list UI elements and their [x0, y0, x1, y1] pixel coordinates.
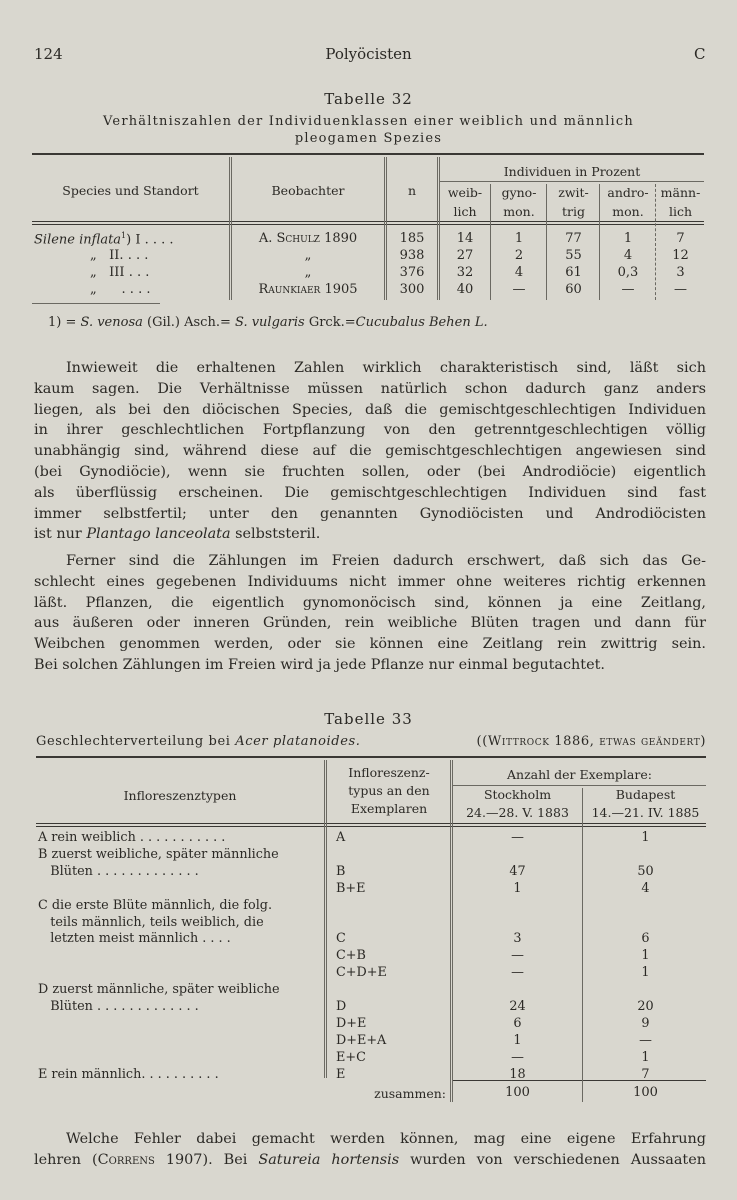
- table33-total-label: zusammen:: [374, 1086, 446, 1101]
- table33-caption: Tabelle 33: [324, 710, 413, 728]
- table33-type-label: letzten meist männlich . . . .: [38, 931, 231, 947]
- table32-value-cell: 1: [514, 231, 524, 246]
- table32-value-cell: 40: [456, 282, 474, 297]
- table33-typus-cell: E: [336, 1066, 346, 1082]
- table32-species-cell: Silene inflata$^1$) I . . . .: [34, 231, 174, 248]
- table32-subcol: andro- mon.: [607, 185, 649, 219]
- paragraph-2: [34, 551, 706, 676]
- table33-typus-cell: C+D+E: [336, 965, 387, 981]
- table32-subcol: gyno- mon.: [501, 185, 537, 219]
- table32-divider: [546, 184, 547, 300]
- table33-stockholm-cell: 47: [509, 863, 526, 879]
- table32-observer-cell: Raunkiaer 1905: [258, 282, 358, 297]
- table32-value-cell: 2: [514, 248, 524, 263]
- table32-n-cell: 300: [399, 282, 425, 297]
- table33-type-label: Blüten . . . . . . . . . . . . .: [38, 863, 199, 879]
- table33-col-typus: Infloreszenz- typus an den Exemplaren: [348, 765, 430, 816]
- table33-divider: [324, 760, 327, 1078]
- table33-budapest-cell: 20: [637, 999, 654, 1014]
- table32-value-cell: 7: [676, 231, 685, 246]
- table33-type-label: E rein männlich. . . . . . . . . .: [38, 1066, 219, 1082]
- table32-header-rule: [32, 221, 704, 222]
- table33-header-rule-2: [36, 826, 706, 827]
- table32-col-group: Individuen in Prozent: [503, 164, 641, 179]
- text-line: lehren (Correns 1907). Bei Satureia hortensis wurden von verschiedenen Aussaaten: [34, 1151, 706, 1168]
- table33-header-rule: [36, 823, 706, 824]
- table32-subcol: männ- lich: [660, 185, 701, 219]
- table32-n-cell: 376: [399, 265, 425, 280]
- table33-stockholm-cell: 3: [513, 931, 522, 947]
- paragraph-1: [34, 358, 706, 545]
- table32-observer-cell: „: [304, 265, 312, 280]
- table33-budapest-cell: 9: [641, 1015, 650, 1031]
- table33-type-label: C die erste Blüte männlich, die folg.: [38, 897, 273, 913]
- table33-divider: [582, 788, 583, 1102]
- table32-header-rule-2: [32, 224, 704, 225]
- text-line: läßt. Pflanzen, die eigentlich gynomonöcisch sind, können ja eine Zeitlang,: [34, 594, 706, 611]
- table33-budapest-cell: 1: [641, 965, 650, 981]
- table33-subtitle: Geschlechterverteilung bei Acer platanoides. ((Wittrock 1886, etwas geändert): [36, 734, 706, 749]
- table33-typus-cell: A: [336, 830, 346, 845]
- table33-typus-cell: C: [336, 931, 346, 947]
- table33-typus-cell: D: [336, 999, 347, 1014]
- table32-footnote-rule: [32, 303, 160, 304]
- table32-value-cell: —: [674, 282, 687, 297]
- table32-species-cell: „ III . . .: [90, 265, 150, 280]
- table33-type-label: B zuerst weibliche, später männliche: [38, 846, 279, 862]
- table32-n-cell: 938: [399, 248, 425, 263]
- text-line: Ferner sind die Zählungen im Freien dadurch erschwert, daß sich das Ge-: [66, 553, 706, 569]
- table32-divider: [655, 184, 656, 300]
- table32-value-cell: —: [621, 282, 635, 297]
- table32-observer-cell: A. Schulz 1890: [258, 231, 358, 246]
- table32-value-cell: 4: [514, 265, 524, 280]
- table33-stockholm-cell: 18: [509, 1066, 526, 1082]
- table33-col-types: Infloreszenztypen: [123, 788, 237, 803]
- text-line: Weibchen genommen werden, oder sie können eine Zeitlang rein zwittrig sein.: [34, 636, 706, 653]
- table32-value-cell: 77: [565, 231, 582, 246]
- table33-budapest-cell: 1: [641, 1049, 650, 1065]
- table32-value-cell: 27: [456, 248, 474, 263]
- table33-stockholm-cell: 1: [513, 1032, 522, 1048]
- table32-value-cell: 4: [623, 248, 633, 263]
- table33-col-group: Anzahl der Exemplare:: [507, 767, 652, 782]
- page-number: 124: [34, 45, 63, 63]
- table32-value-cell: —: [512, 282, 526, 297]
- table33-total-budapest: 100: [633, 1085, 658, 1100]
- table33-budapest-cell: —: [639, 1032, 652, 1048]
- table32-value-cell: 14: [456, 231, 474, 246]
- table33-stockholm-cell: 24: [509, 999, 526, 1014]
- table33-stockholm-cell: —: [511, 1049, 524, 1065]
- table32-value-cell: 32: [456, 265, 474, 280]
- text-line: als überflüssig erscheinen. Die gemischtgeschlechtigen Individuen sind fast: [34, 484, 706, 501]
- table33-stockholm-cell: 6: [513, 1015, 522, 1031]
- table32-observer-cell: „: [304, 248, 312, 263]
- table33-typus-cell: B: [336, 863, 346, 879]
- text-line: (bei Gynodiöcie), wenn sie fruchten sollen, oder (bei Androdiöcie) eigentlich: [34, 463, 706, 480]
- text-line: ist nur Plantago lanceolata selbststeril.: [34, 526, 321, 543]
- text-line: Welche Fehler dabei gemacht werden können, mag eine eigene Erfahrung: [66, 1131, 706, 1147]
- table32-group-rule: [440, 181, 704, 182]
- table33-budapest-cell: 4: [641, 880, 650, 896]
- table33-stockholm-cell: 1: [513, 880, 522, 896]
- table33-total-stockholm: 100: [505, 1085, 530, 1100]
- table32-value-cell: 12: [672, 248, 689, 263]
- table33-type-label: D zuerst männliche, später weibliche: [38, 982, 280, 998]
- table33-top-rule: [36, 756, 706, 758]
- table32-col-n: n: [407, 183, 417, 198]
- table32-value-cell: 55: [565, 248, 582, 263]
- table33-typus-cell: C+B: [336, 948, 366, 964]
- table33-type-label: teils männlich, teils weiblich, die: [38, 914, 264, 930]
- table32-col-species: Species und Standort: [62, 183, 199, 198]
- running-title: Polyöcisten: [325, 45, 412, 63]
- table33-type-label: A rein weiblich . . . . . . . . . . .: [38, 830, 226, 845]
- table32-species-cell: „ . . . .: [90, 282, 151, 297]
- table33-budapest-cell: 7: [641, 1066, 650, 1082]
- text-line: in ihrer geschlechtlichen Fortpflanzung von den getrenntgeschlechtigen völlig: [34, 422, 706, 439]
- table33-col-stockholm: Stockholm 24.—28. V. 1883: [466, 787, 569, 820]
- paragraph-3: [34, 1129, 706, 1171]
- table33-type-label: Blüten . . . . . . . . . . . . .: [38, 999, 199, 1014]
- table32-value-cell: 61: [565, 265, 582, 280]
- table32-species-cell: „ II. . . .: [90, 248, 149, 263]
- table32-divider: [490, 184, 491, 300]
- table33-budapest-cell: 6: [641, 931, 650, 947]
- table33-budapest-cell: 1: [641, 830, 650, 845]
- table32-footnote: 1) = S. venosa (Gil.) Asch.= S. vulgaris Grck.=Cucubalus Behen L.: [48, 315, 488, 330]
- table33-typus-cell: B+E: [336, 880, 366, 896]
- table32-n-cell: 185: [399, 231, 425, 246]
- table32-value-cell: 60: [565, 282, 582, 297]
- table33-typus-cell: D+E+A: [336, 1032, 387, 1048]
- table33-typus-cell: E+C: [336, 1049, 366, 1065]
- table32-value-cell: 0,3: [617, 265, 639, 280]
- table32-subcol: weib- lich: [447, 185, 483, 219]
- section-letter: C: [694, 45, 706, 63]
- table32-col-observer: Beobachter: [271, 183, 345, 198]
- table32-top-rule: [32, 153, 704, 155]
- table33-stockholm-cell: —: [511, 965, 524, 981]
- table32-subtitle-line1: Verhältniszahlen der Individuenklassen einer weiblich und männlich: [103, 114, 634, 129]
- table32-divider: [599, 184, 600, 300]
- text-line: schlecht eines gegebenen Individuums nicht immer ohne weiteres richtig erkennen: [34, 573, 706, 590]
- table33-budapest-cell: 50: [637, 863, 654, 879]
- table33-col-budapest: Budapest 14.—21. IV. 1885: [591, 787, 700, 820]
- text-line: liegen, als bei den diöcischen Species, daß die gemischtgeschlechtigen Individuen: [34, 401, 706, 418]
- table32-subcol: zwit- trig: [558, 185, 589, 219]
- text-line: Bei solchen Zählungen im Freien wird ja jede Pflanze nur einmal begutachtet.: [34, 656, 605, 673]
- text-line: immer selbstfertil; unter den genannten Gynodiöcisten und Androdiöcisten: [34, 505, 706, 522]
- table33-budapest-cell: 1: [641, 948, 650, 964]
- table33-stockholm-cell: —: [511, 948, 524, 964]
- table32-subtitle-line2: pleogamen Spezies: [294, 131, 443, 146]
- text-line: Inwieweit die erhaltenen Zahlen wirklich charakteristisch sind, läßt sich: [66, 360, 706, 376]
- table32-value-cell: 1: [623, 231, 633, 246]
- table33-typus-cell: D+E: [336, 1015, 367, 1031]
- table32-caption: Tabelle 32: [324, 90, 413, 108]
- table32-value-cell: 3: [676, 265, 685, 280]
- text-line: unabhängig sind, während diese auf die gemischtgeschlechtigen angewiesen sind: [34, 443, 706, 460]
- table33-stockholm-cell: —: [511, 830, 524, 845]
- table33-source: ((Wittrock 1886, etwas geändert): [476, 734, 706, 749]
- text-line: aus äußeren oder inneren Gründen, rein weibliche Blüten tragen und dann für: [34, 615, 706, 632]
- text-line: kaum sagen. Die Verhältnisse müssen natürlich schon dadurch ganz anders: [34, 380, 706, 397]
